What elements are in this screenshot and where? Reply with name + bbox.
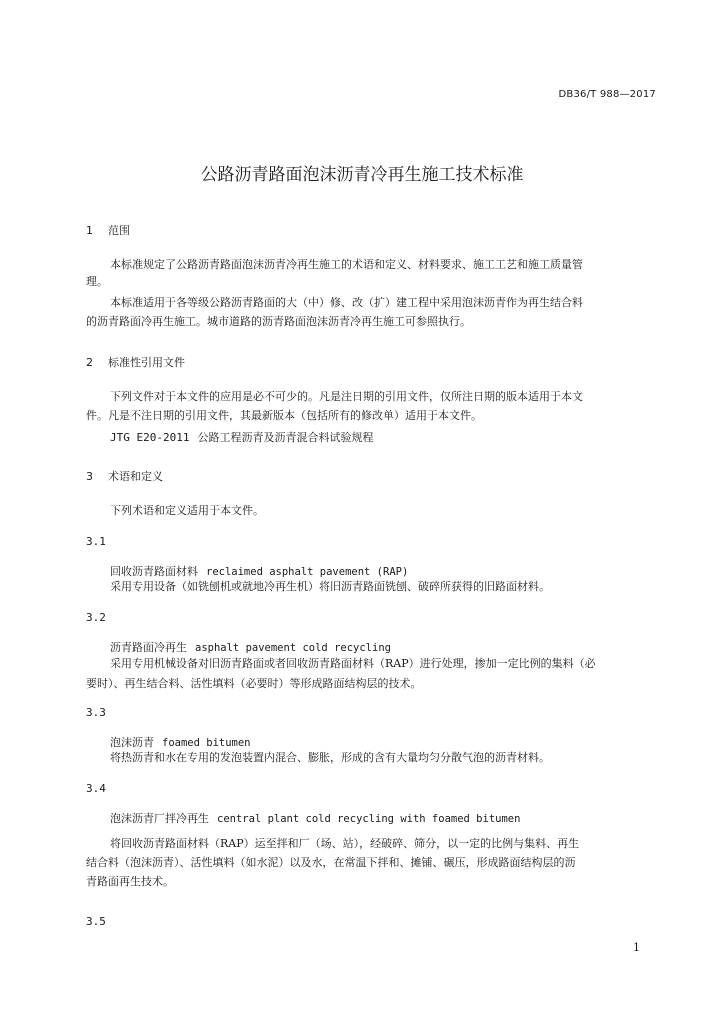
definition-line: 结合料（泡沫沥青）、活性填料（如水泥）以及水，在常温下拌和、摊铺、碾压，形成路面结构层的沥	[86, 856, 576, 869]
clause-number: 3.5	[86, 915, 106, 928]
clause-number: 3.2	[86, 611, 106, 624]
paragraph-line: 件。凡是不注日期的引用文件，其最新版本（包括所有的修改单）适用于本文件。	[86, 409, 482, 422]
term-heading: 沥青路面冷再生 asphalt pavement cold recycling	[110, 641, 391, 654]
clause-number: 3.4	[86, 782, 106, 795]
definition-line: 采用专用机械设备对旧沥青路面或者回收沥青路面材料（RAP）进行处理，掺加一定比例的集料（必	[110, 657, 596, 670]
paragraph-line: 本标准规定了公路沥青路面泡沫沥青冷再生施工的术语和定义、材料要求、施工工艺和施工质量管	[110, 258, 583, 271]
clause-number: 3.1	[86, 535, 106, 548]
paragraph-line: 下列术语和定义适用于本文件。	[110, 504, 264, 517]
term-heading: 泡沫沥青厂拌冷再生 central plant cold recycling with foamed bitumen	[110, 812, 521, 825]
section-heading-scope: 1 范围	[86, 224, 130, 237]
definition-line: 将回收沥青路面材料（RAP）运至拌和厂（场、站），经破碎、筛分，以一定的比例与集料、再生	[110, 837, 580, 850]
standard-code: DB36/T 988—2017	[558, 89, 656, 100]
definition-line: 要时）、再生结合料、活性填料（必要时）等形成路面结构层的技术。	[86, 677, 422, 690]
paragraph-line: 下列文件对于本文件的应用是必不可少的。凡是注日期的引用文件，仅所注日期的版本适用于本文	[110, 390, 583, 403]
definition-line: 采用专用设备（如铣刨机或就地冷再生机）将旧沥青路面铣刨、破碎所获得的旧路面材料。	[110, 580, 550, 593]
definition-line: 青路面再生技术。	[86, 875, 174, 888]
paragraph-line: 本标准适用于各等级公路沥青路面的大（中）修、改（扩）建工程中采用泡沫沥青作为再生结合料	[110, 296, 583, 309]
page-number: 1	[633, 941, 640, 954]
paragraph-line: 的沥青路面冷再生施工。城市道路的沥青路面泡沫沥青冷再生施工可参照执行。	[86, 315, 471, 328]
document-title: 公路沥青路面泡沫沥青冷再生施工技术标准	[200, 165, 524, 185]
reference-entry: JTG E20-2011 公路工程沥青及沥青混合料试验规程	[110, 431, 374, 444]
section-heading-terms-definitions: 3 术语和定义	[86, 470, 163, 483]
clause-number: 3.3	[86, 706, 106, 719]
section-heading-normative-references: 2 标准性引用文件	[86, 356, 185, 369]
term-heading: 泡沫沥青 foamed bitumen	[110, 736, 251, 749]
definition-line: 将热沥青和水在专用的发泡装置内混合、膨胀，形成的含有大量均匀分散气泡的沥青材料。	[110, 751, 550, 764]
paragraph-line: 理。	[86, 275, 108, 288]
term-heading: 回收沥青路面材料 reclaimed asphalt pavement (RAP)	[110, 565, 409, 578]
